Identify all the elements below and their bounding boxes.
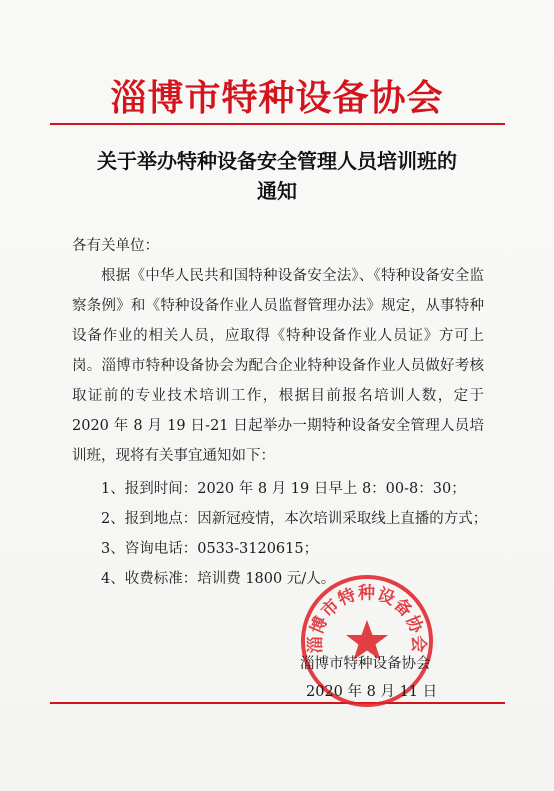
list-item-report-time: 1、报到时间：2020 年 8 月 19 日早上 8：00-8：30； bbox=[101, 481, 466, 497]
list-item-contact-phone: 3、咨询电话：0533-3120615； bbox=[101, 541, 319, 557]
notice-title-line-2: 通知 bbox=[257, 179, 297, 203]
seal-arc-text: 淄博市特种设备协会 bbox=[305, 583, 429, 654]
letterhead-red-rule bbox=[50, 123, 505, 125]
salutation: 各有关单位： bbox=[72, 238, 159, 254]
body-paragraph: 根据《中华人民共和国特种设备安全法》、《特种设备安全监察条例》和《特种设备作业人员监督管理办法》规定，从事特种设备作业的相关人员，应取得《特种设备作业人员证》方可上岗。淄博市特种设备协会为配合企业特种设备作业人员做好考核取证前的专业技术培训工作，根据目前报名培训人数，定于 2020 年 8 月 19 日-21 日起举办一期特种设备安全管理人员培训班，现将有关事宜通知如下： bbox=[72, 268, 484, 464]
signature-org: 淄博市特种设备协会 bbox=[300, 656, 431, 672]
list-item-fee: 4、收费标准：培训费 1800 元/人。 bbox=[101, 571, 336, 587]
org-letterhead-title: 淄博市特种设备协会 bbox=[110, 77, 444, 119]
signature-date: 2020 年 8 月 11 日 bbox=[306, 684, 438, 700]
notice-title-line-1: 关于举办特种设备安全管理人员培训班的 bbox=[97, 149, 457, 173]
notice-title bbox=[0, 146, 554, 206]
list-item-report-location: 2、报到地点：因新冠疫情，本次培训采取线上直播的方式； bbox=[101, 511, 488, 527]
